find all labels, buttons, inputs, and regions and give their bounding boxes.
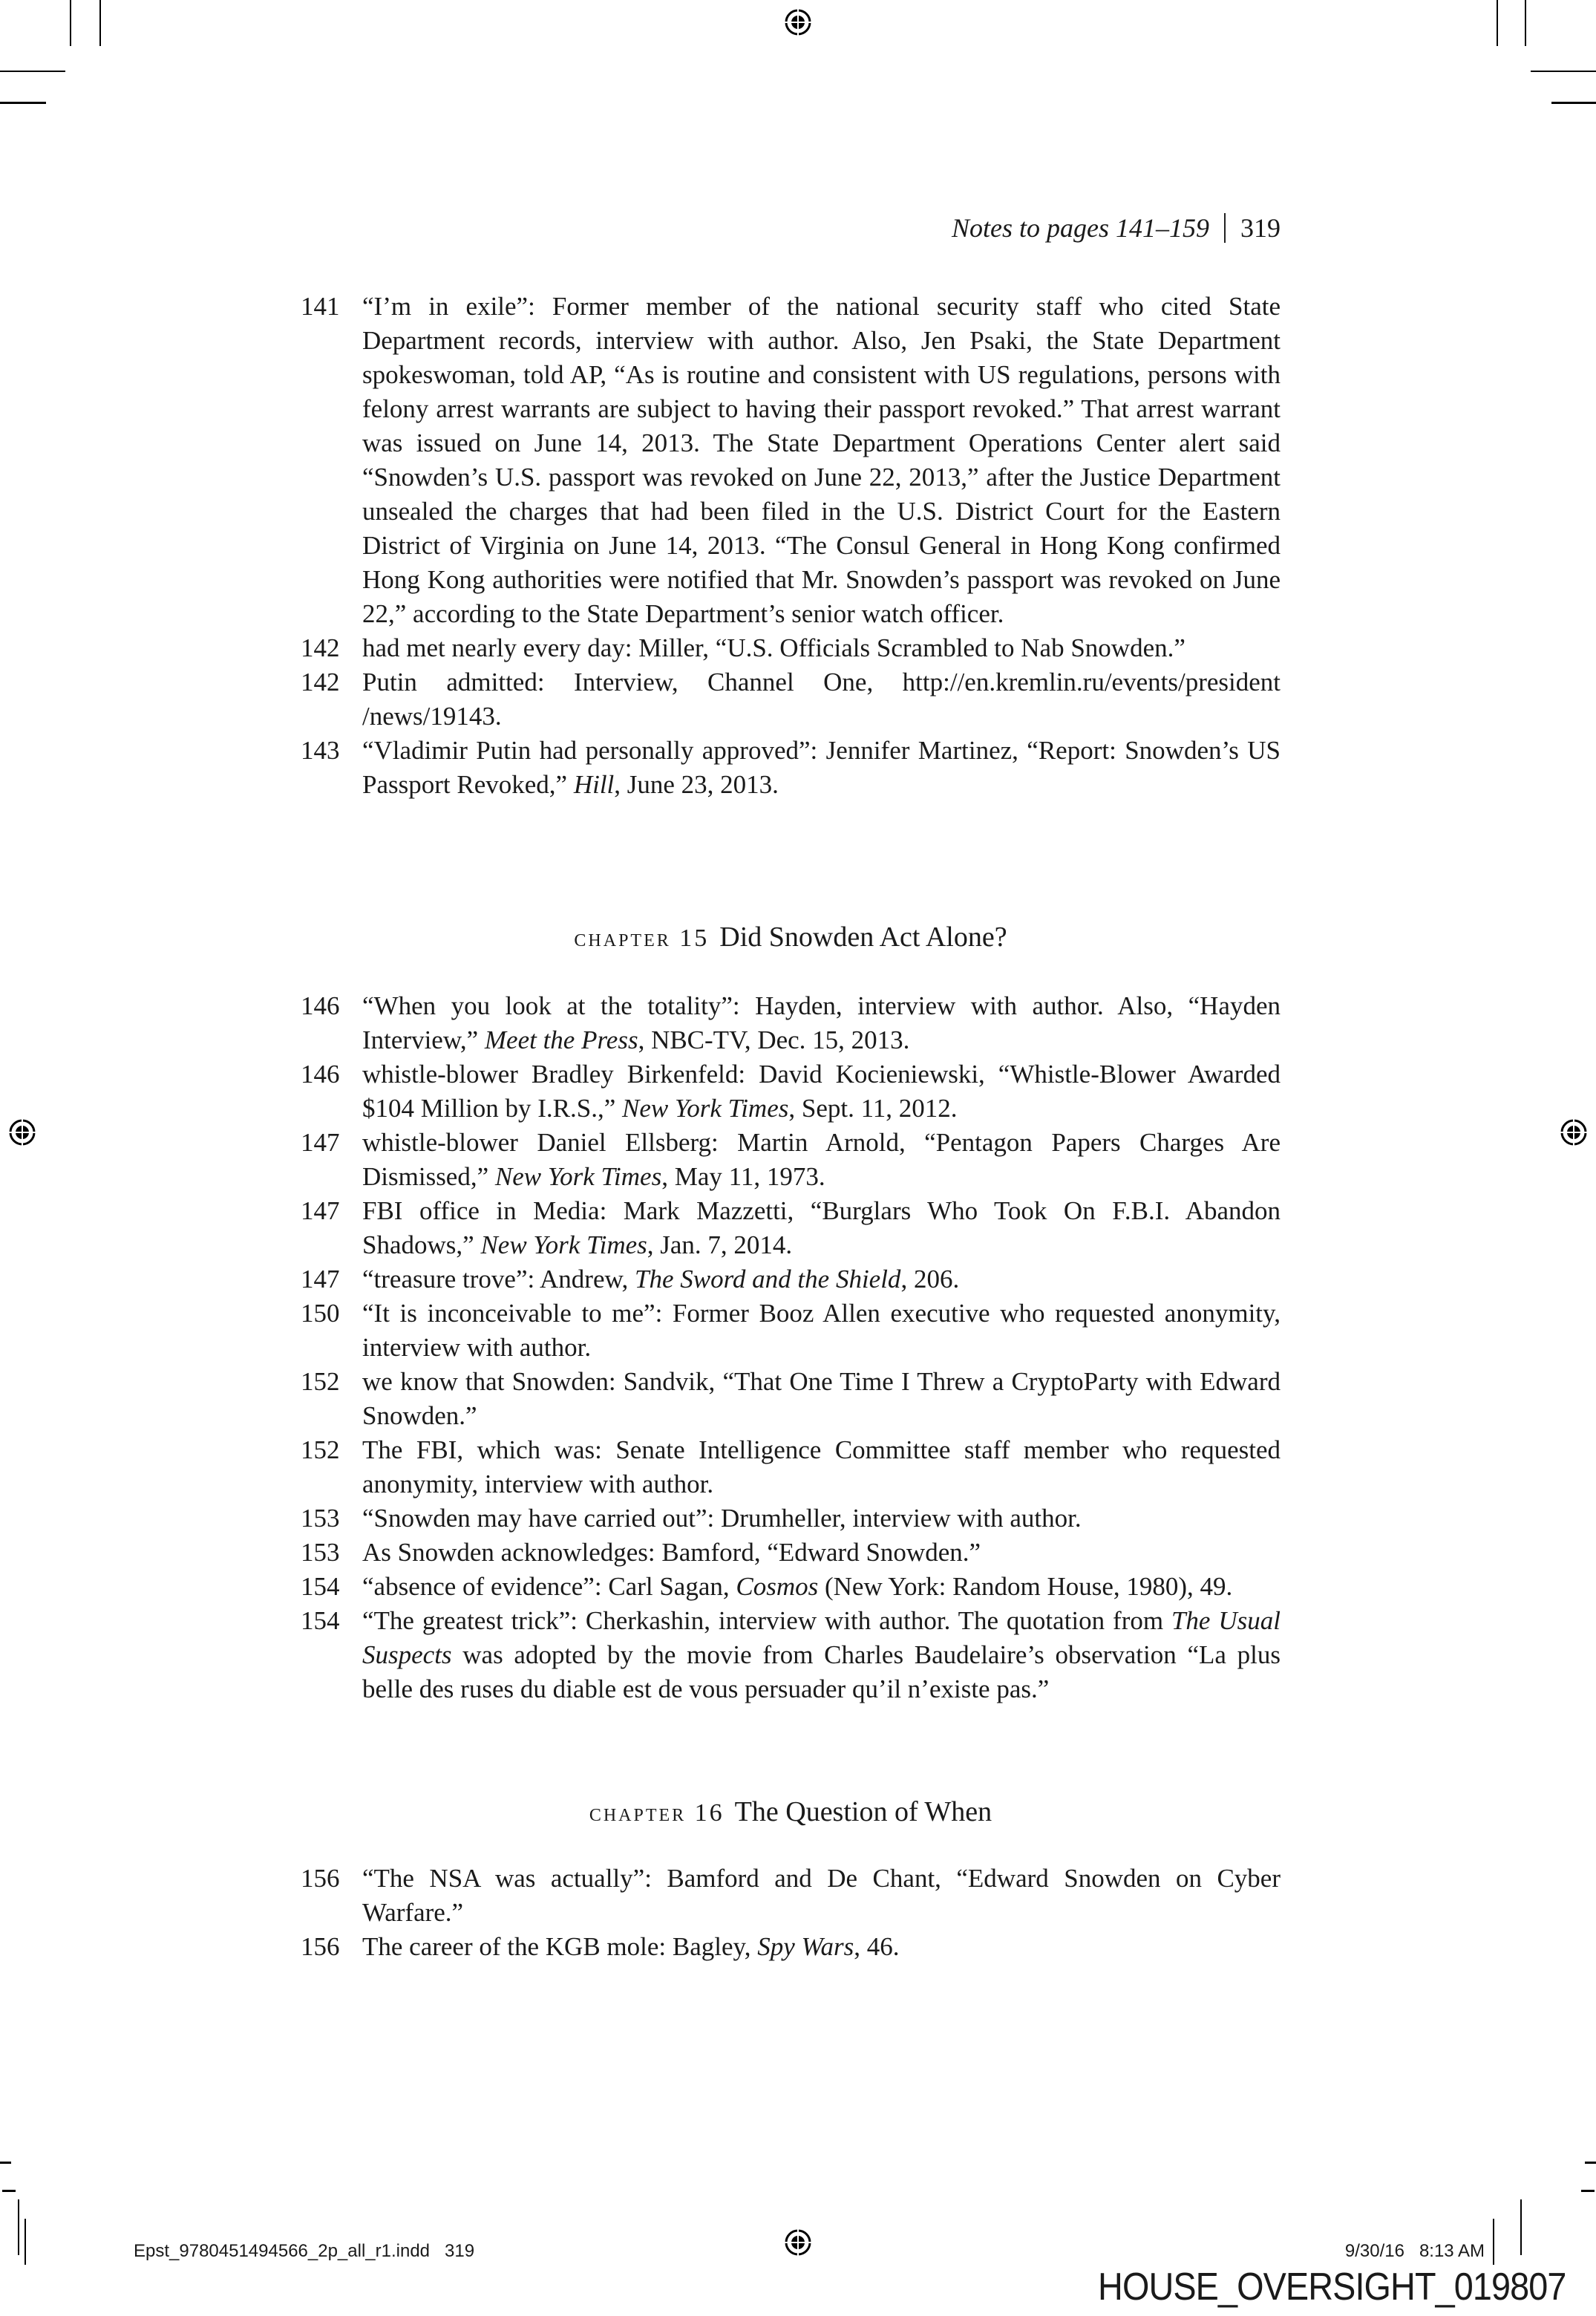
note-text: “treasure trove”: Andrew, [362, 1265, 635, 1294]
note-entry [301, 1862, 1281, 1930]
crop-mark [1525, 0, 1526, 46]
note-text: “I’m in exile”: Former member of the national security staff who cited State Department records, interview with author. Also, Jen Psaki, the State Department spokeswoman, told AP, “As is routine and consistent with US regulations, persons with felony arrest warrants are subject to having their passport revoked.” That arrest warrant was issued on June 14, 2013. The State Department Operations Center alert said “Snowden’s U.S. passport was revoked on June 22, 2013,” after the Justice Department unsealed the charges that had been filed in the U.S. District Court for the Eastern District of Virginia on June 14, 2013. “The Consul General in Hong Kong confirmed Hong Kong authorities were notified that Mr. Snowden’s passport was revoked on June 22,” according to the State Department’s senior watch officer. [362, 292, 1281, 628]
note-text: Putin admitted: Interview, Channel One, http://en.kremlin.ru/events/president /news/19143. [362, 668, 1281, 731]
chapter-title: Did Snowden Act Alone? [719, 921, 1007, 953]
chapter-heading [301, 919, 1281, 957]
notes-section [301, 1862, 1281, 1964]
note-page-number: 150 [301, 1299, 340, 1328]
registration-mark-icon [783, 7, 813, 37]
note-entry [301, 1930, 1281, 1964]
crop-mark [1585, 2162, 1596, 2164]
running-header [952, 209, 1281, 247]
crop-mark [0, 2162, 11, 2164]
note-page-number: 152 [301, 1367, 340, 1396]
crop-mark [0, 71, 65, 72]
note-page-number: 153 [301, 1538, 340, 1567]
note-text: , June 23, 2013. [614, 770, 779, 799]
note-page-number: 147 [301, 1196, 340, 1225]
slug-filename: Epst_9780451494566_2p_all_r1.indd 319 [134, 2241, 475, 2261]
registration-mark-icon [7, 1118, 37, 1147]
header-divider [1224, 213, 1226, 243]
note-entry [301, 1604, 1281, 1706]
note-text: “It is inconceivable to me”: Former Booz Allen executive who requested anonymity, interview with author. [362, 1299, 1281, 1362]
note-text: “absence of evidence”: Carl Sagan, [362, 1572, 736, 1601]
note-entry [301, 631, 1281, 665]
note-entry [301, 290, 1281, 631]
note-text: “The greatest trick”: Cherkashin, interview with author. The quotation from [362, 1606, 1171, 1635]
note-entry [301, 989, 1281, 1057]
notes-section [301, 989, 1281, 1706]
crop-mark [2, 2190, 16, 2192]
note-text: (New York: Random House, 1980), 49. [818, 1572, 1233, 1601]
crop-mark [1551, 102, 1596, 104]
note-entry [301, 1262, 1281, 1296]
note-page-number: 156 [301, 1864, 340, 1893]
note-text: had met nearly every day: Miller, “U.S. Officials Scrambled to Nab Snowden.” [362, 633, 1185, 662]
crop-mark [1520, 2199, 1522, 2255]
note-italic-title: The Sword and the Shield [635, 1265, 901, 1294]
crop-mark [1581, 2190, 1595, 2192]
note-italic-title: Cosmos [736, 1572, 819, 1601]
note-text: , May 11, 1973. [661, 1162, 825, 1191]
note-text: The career of the KGB mole: Bagley, [362, 1932, 758, 1961]
note-page-number: 147 [301, 1128, 340, 1157]
note-text: , Jan. 7, 2014. [647, 1230, 793, 1259]
note-italic-title: The Usual Suspects [362, 1606, 1281, 1669]
note-italic-title: Spy Wars [757, 1932, 854, 1961]
chapter-heading [301, 1793, 1281, 1832]
note-italic-title: New York Times [480, 1230, 647, 1259]
note-text: The FBI, which was: Senate Intelligence Committee staff member who requested anonymity, interview with author. [362, 1435, 1281, 1498]
note-page-number: 146 [301, 991, 340, 1020]
note-entry [301, 1296, 1281, 1365]
crop-mark [70, 0, 71, 46]
note-text: FBI office in Media: Mark Mazzetti, “Burglars Who Took On F.B.I. Abandon Shadows,” [362, 1196, 1281, 1259]
note-italic-title: New York Times [622, 1094, 789, 1123]
crop-mark [24, 2219, 26, 2265]
bates-number: HOUSE_OVERSIGHT_019807 [1098, 2266, 1566, 2309]
page-number: 319 [1240, 213, 1281, 243]
note-page-number: 141 [301, 292, 340, 321]
note-entry [301, 665, 1281, 734]
chapter-title: The Question of When [734, 1796, 992, 1827]
note-italic-title: Hill [573, 770, 615, 799]
note-page-number: 142 [301, 668, 340, 697]
notes-section [301, 290, 1281, 802]
crop-mark [1497, 0, 1498, 46]
chapter-label: chapter 15 [574, 924, 710, 952]
crop-mark [1493, 2219, 1494, 2265]
note-text: , NBC-TV, Dec. 15, 2013. [638, 1025, 910, 1054]
crop-mark [0, 102, 46, 104]
note-text: we know that Snowden: Sandvik, “That One Time I Threw a CryptoParty with Edward Snowden.” [362, 1367, 1281, 1430]
note-italic-title: Meet the Press [484, 1025, 638, 1054]
note-entry [301, 1365, 1281, 1433]
note-page-number: 156 [301, 1932, 340, 1961]
note-text: As Snowden acknowledges: Bamford, “Edward Snowden.” [362, 1538, 981, 1567]
note-italic-title: New York Times [494, 1162, 662, 1191]
slug-datetime: 9/30/16 8:13 AM [1344, 2241, 1485, 2261]
note-page-number: 154 [301, 1606, 340, 1635]
note-entry [301, 1536, 1281, 1570]
note-page-number: 146 [301, 1060, 340, 1089]
registration-mark-icon [1559, 1118, 1589, 1147]
note-page-number: 143 [301, 736, 340, 765]
note-text: “Snowden may have carried out”: Drumheller, interview with author. [362, 1504, 1082, 1533]
note-page-number: 154 [301, 1572, 340, 1601]
crop-mark [99, 0, 101, 46]
note-text: “When you look at the totality”: Hayden, interview with author. Also, “Hayden Interview,” [362, 991, 1281, 1054]
note-entry [301, 1194, 1281, 1262]
note-text: “Vladimir Putin had personally approved”: Jennifer Martinez, “Report: Snowden’s US Passport Revoked,” [362, 736, 1281, 799]
note-entry [301, 1126, 1281, 1194]
note-text: whistle-blower Bradley Birkenfeld: David Kocieniewski, “Whistle-Blower Awarded $104 Million by I.R.S.,” [362, 1060, 1281, 1123]
running-header-title: Notes to pages 141–159 [952, 213, 1209, 243]
note-text: , 206. [900, 1265, 960, 1294]
note-entry [301, 1570, 1281, 1604]
crop-mark [18, 2199, 19, 2255]
crop-mark [1531, 71, 1596, 72]
note-page-number: 142 [301, 633, 340, 662]
note-text: was adopted by the movie from Charles Baudelaire’s observation “La plus belle des ruses du diable est de vous persuader qu’il n’existe pas.” [362, 1640, 1281, 1703]
note-entry [301, 1057, 1281, 1126]
chapter-label: chapter 16 [589, 1799, 725, 1827]
note-entry [301, 1501, 1281, 1536]
registration-mark-icon [783, 2228, 813, 2257]
note-entry [301, 1433, 1281, 1501]
note-text: whistle-blower Daniel Ellsberg: Martin Arnold, “Pentagon Papers Charges Are Dismissed,” [362, 1128, 1281, 1191]
note-text: “The NSA was actually”: Bamford and De Chant, “Edward Snowden on Cyber Warfare.” [362, 1864, 1281, 1927]
note-page-number: 153 [301, 1504, 340, 1533]
note-text: , Sept. 11, 2012. [788, 1094, 958, 1123]
note-entry [301, 734, 1281, 802]
note-text: , 46. [854, 1932, 900, 1961]
note-page-number: 152 [301, 1435, 340, 1464]
note-page-number: 147 [301, 1265, 340, 1294]
